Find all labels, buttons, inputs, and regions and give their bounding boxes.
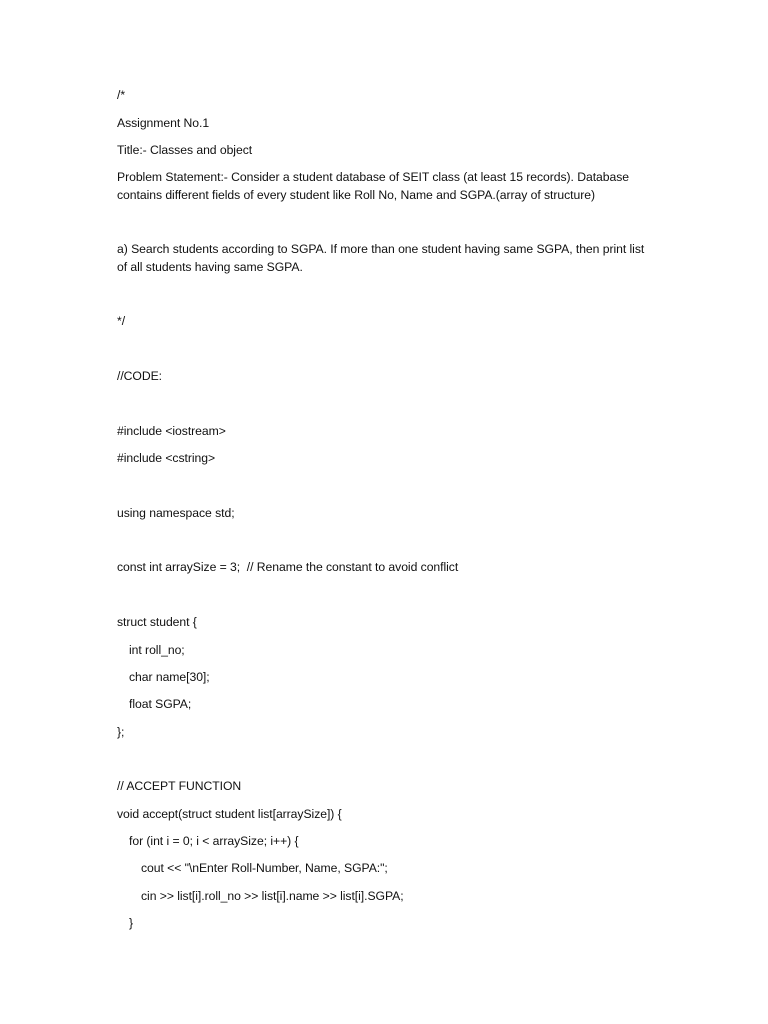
const-declaration: const int arraySize = 3; // Rename the constant to avoid conflict (117, 560, 459, 574)
struct-close: }; (117, 725, 125, 739)
code-label: //CODE: (117, 369, 163, 383)
include-iostream: #include <iostream> (117, 424, 226, 438)
cin-statement: cin >> list[i].roll_no >> list[i].name >> list[i].SGPA; (141, 889, 404, 903)
for-loop: for (int i = 0; i < arraySize; i++) { (129, 834, 299, 848)
part-a-description: a) Search students according to SGPA. If more than one student having same SGPA, then print list of all students having same SGPA. (117, 242, 645, 274)
comment-open: /* (117, 88, 126, 102)
struct-field-sgpa: float SGPA; (129, 697, 192, 711)
comment-close: */ (117, 314, 126, 328)
assignment-number: Assignment No.1 (117, 116, 210, 130)
accept-signature: void accept(struct student list[arraySize]) { (117, 807, 342, 821)
struct-open: struct student { (117, 615, 197, 629)
struct-field-name: char name[30]; (129, 670, 210, 684)
for-close: } (129, 916, 134, 930)
accept-comment: // ACCEPT FUNCTION (117, 779, 242, 793)
struct-field-roll: int roll_no; (129, 643, 185, 657)
cout-statement: cout << "\nEnter Roll-Number, Name, SGPA:"; (141, 861, 388, 875)
include-cstring: #include <cstring> (117, 451, 216, 465)
using-namespace: using namespace std; (117, 506, 235, 520)
assignment-title: Title:- Classes and object (117, 143, 253, 157)
problem-statement: Problem Statement:- Consider a student database of SEIT class (at least 15 records). Database contains different fields of every student like Roll No, Name and SGPA.(array of structure) (117, 170, 630, 202)
